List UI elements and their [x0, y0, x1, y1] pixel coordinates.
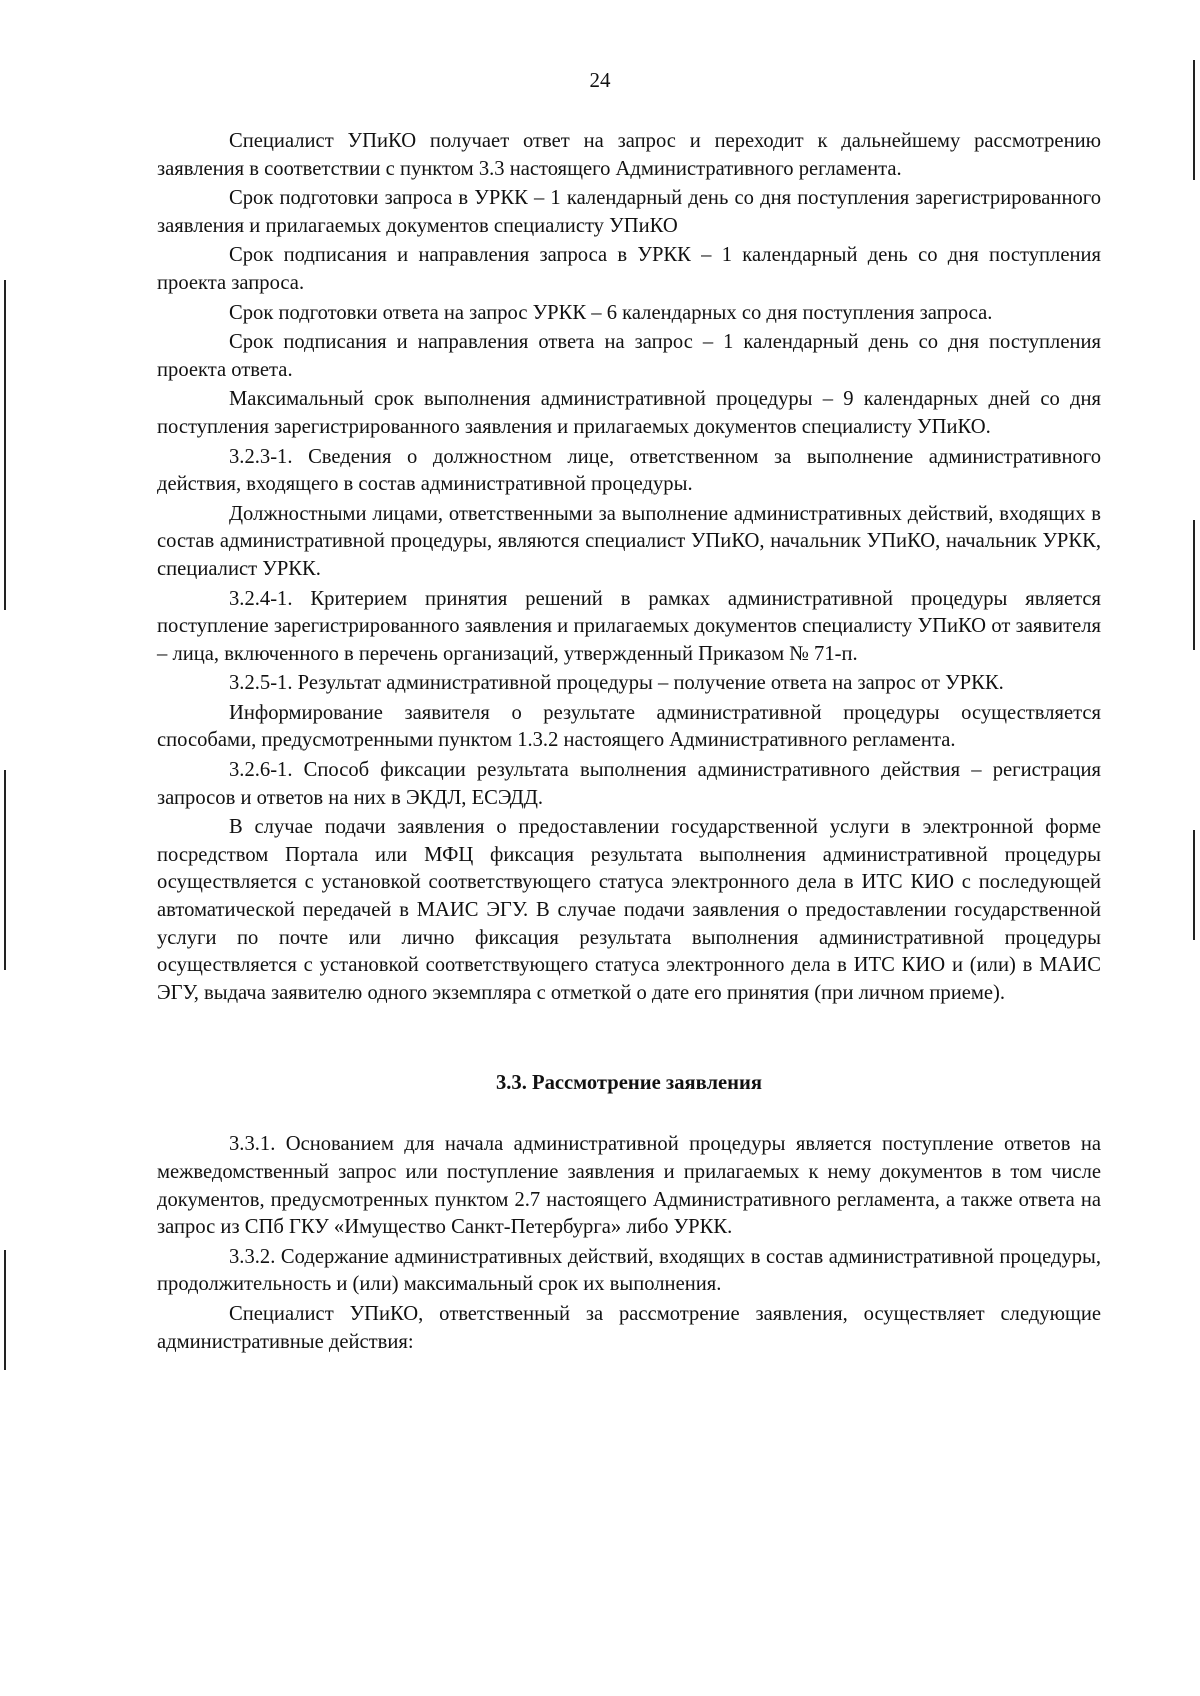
scan-edge-mark	[4, 770, 6, 970]
scan-edge-mark	[1193, 830, 1195, 940]
scan-edge-mark	[1193, 520, 1195, 650]
scan-edge-mark	[1193, 60, 1195, 180]
paragraph: 3.3.2. Содержание административных действий, входящих в состав административной процедуры, продолжительность и (или) максимальный срок их выполнения.	[157, 1245, 1101, 1296]
document-body	[157, 128, 1101, 1358]
scan-edge-mark	[4, 280, 6, 610]
paragraph: Срок подписания и направления запроса в УРКК – 1 календарный день со дня поступления проекта запроса.	[157, 244, 1101, 294]
paragraph: Максимальный срок выполнения административной процедуры – 9 календарных дней со дня поступления зарегистрированного заявления и прилагаемых документов специалисту УПиКО.	[157, 388, 1101, 438]
paragraph: 3.2.5-1. Результат административной процедуры – получение ответа на запрос от УРКК.	[229, 672, 1004, 695]
paragraph: Специалист УПиКО получает ответ на запрос и переходит к дальнейшему рассмотрению заявления в соответствии с пунктом 3.3 настоящего Административного регламента.	[157, 130, 1101, 180]
scan-edge-mark	[4, 1250, 6, 1370]
paragraph: Срок подготовки запроса в УРКК – 1 календарный день со дня поступления зарегистрированного заявления и прилагаемых документов специалисту УПиКО	[157, 187, 1101, 237]
paragraph: Срок подготовки ответа на запрос УРКК – 6 календарных со дня поступления запроса.	[229, 301, 993, 324]
paragraph: В случае подачи заявления о предоставлении государственной услуги в электронной форме посредством Портала или МФЦ фиксация результата выполнения административной процедуры осуществляется с установкой соответствующего статуса электронного дела в ИТС КИО с последующей автоматической передачей в МАИС ЭГУ. В случае подачи заявления о предоставлении государственной услуги по почте или лично фиксация результата выполнения административной процедуры осуществляется с установкой соответствующего статуса электронного дела в ИТС КИО и (или) в МАИС ЭГУ, выдача заявителю одного экземпляра с отметкой о дате его принятия (при личном приеме).	[157, 816, 1101, 1004]
section-heading: 3.3. Рассмотрение заявления	[495, 1072, 763, 1095]
paragraph: 3.3.1. Основанием для начала административной процедуры является поступление ответов на межведомственный запрос или поступление заявления и прилагаемых к нему документов в том числе документов, предусмотренных пунктом 2.7 настоящего Административного регламента, а также ответа на запрос из СПб ГКУ «Имущество Санкт-Петербурга» либо УРКК.	[157, 1133, 1101, 1239]
paragraph: Должностными лицами, ответственными за выполнение административных действий, входящих в состав административной процедуры, являются специалист УПиКО, начальник УПиКО, начальник УРКК, специалист УРКК.	[157, 502, 1101, 580]
page-number: 24	[589, 68, 611, 92]
paragraph: 3.2.3-1. Сведения о должностном лице, ответственном за выполнение административного действия, входящего в состав административной процедуры.	[157, 445, 1101, 496]
paragraph: Информирование заявителя о результате административной процедуры осуществляется способами, предусмотренными пунктом 1.3.2 настоящего Административного регламента.	[157, 701, 1101, 752]
paragraph: Специалист УПиКО, ответственный за рассмотрение заявления, осуществляет следующие административные действия:	[157, 1302, 1101, 1353]
paragraph: Срок подписания и направления ответа на запрос – 1 календарный день со дня поступления проекта ответа.	[157, 331, 1101, 381]
paragraph: 3.2.4-1. Критерием принятия решений в рамках административной процедуры является поступление зарегистрированного заявления и прилагаемых документов специалисту УПиКО от заявителя – лица, включенного в перечень организаций, утвержденный Приказом № 71-п.	[157, 587, 1101, 665]
paragraph: 3.2.6-1. Способ фиксации результата выполнения административного действия – регистрация запросов и ответов на них в ЭКДЛ, ЕСЭДД.	[157, 759, 1101, 809]
